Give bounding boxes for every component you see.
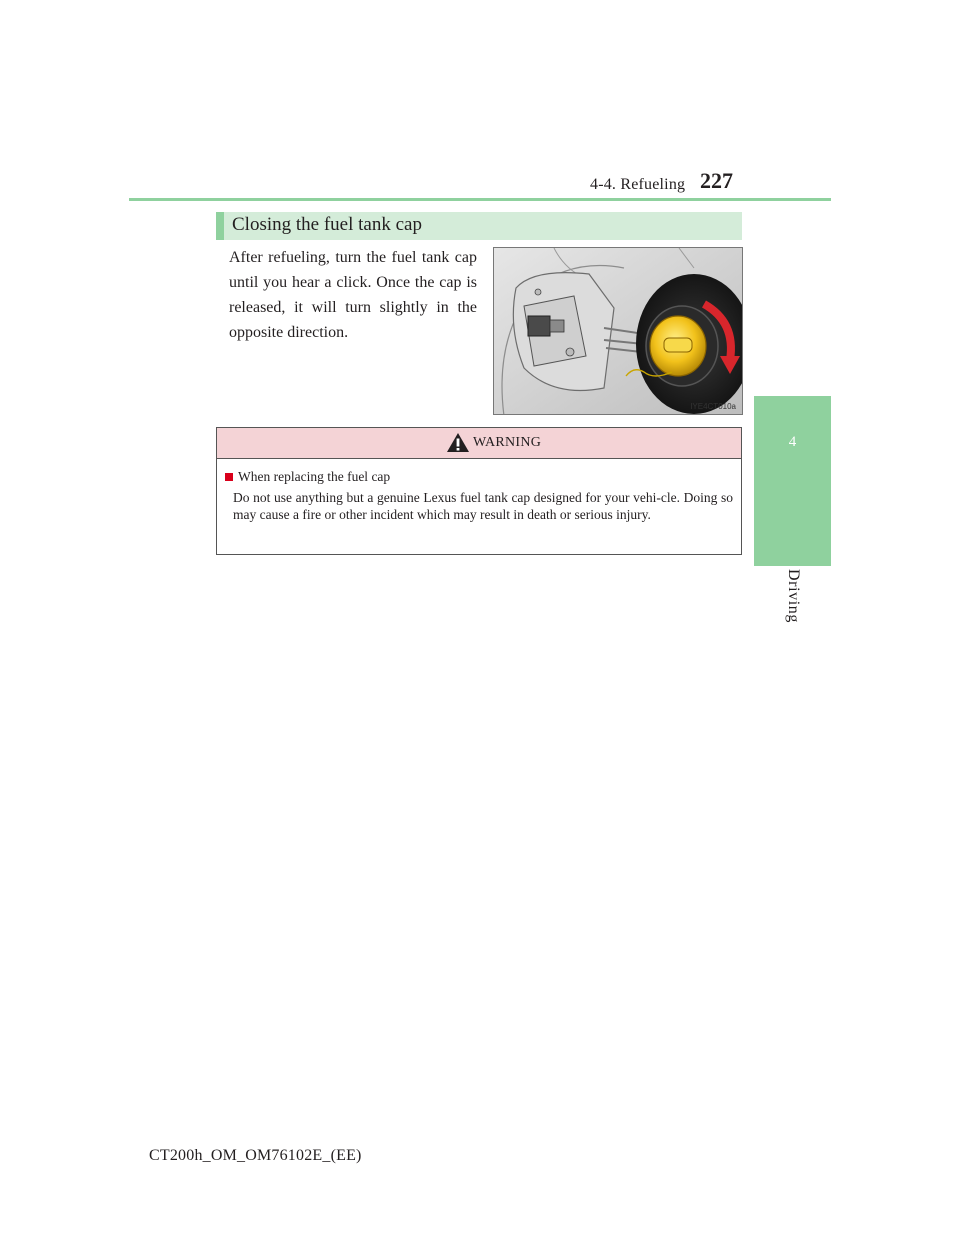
warning-header	[217, 428, 741, 459]
warning-title: WARNING	[473, 435, 542, 450]
warning-item-text: Do not use anything but a genuine Lexus fuel tank cap designed for your vehi-cle. Doing so may cause a fire or other incident which may result in death or serious injury.	[233, 490, 733, 522]
page-number: 227	[700, 168, 733, 193]
chapter-tab	[754, 396, 831, 566]
figure-code: IYE4CT010a	[690, 402, 736, 411]
fuel-cap-drawing	[494, 248, 743, 415]
warning-triangle-icon	[446, 432, 470, 453]
warning-item-title	[225, 469, 390, 485]
section-heading-text: Closing the fuel tank cap	[232, 214, 422, 235]
fuel-cap-illustration	[493, 247, 743, 415]
section-body-text: After refueling, turn the fuel tank cap until you hear a click. Once the cap is released, it will turn slightly in the opposite direction.	[229, 249, 477, 341]
section-heading	[216, 212, 742, 240]
chapter-label: Driving	[785, 569, 802, 623]
running-header-section: 4-4. Refueling	[590, 176, 686, 193]
chapter-number: 4	[788, 434, 797, 450]
footer-document-code: CT200h_OM_OM76102E_(EE)	[149, 1147, 362, 1164]
header-rule	[129, 198, 831, 201]
warning-item-title-text: When replacing the fuel cap	[238, 469, 391, 484]
square-bullet-icon	[225, 473, 233, 481]
warning-box	[216, 427, 742, 555]
chapter-label-container	[748, 566, 838, 636]
